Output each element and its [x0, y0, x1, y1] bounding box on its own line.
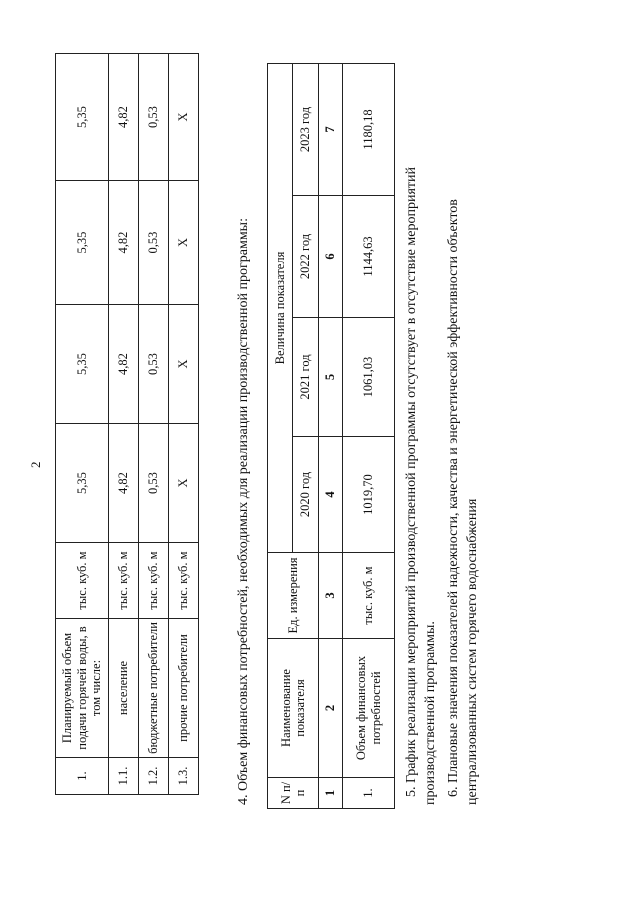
header-year: 2023 год: [293, 64, 319, 196]
row-name: Планируемый объем подачи горячей воды, в том числе:: [56, 619, 109, 758]
row-number: 1.3.: [169, 758, 199, 795]
financial-needs-table: [267, 63, 395, 809]
value-2020: 0,53: [139, 424, 169, 543]
section-5-line-2: производственной программы.: [423, 621, 438, 805]
table-row: [56, 54, 109, 795]
value-2020: 1019,70: [343, 437, 395, 553]
row-name: население: [109, 619, 139, 758]
value-2021: 1061,03: [343, 318, 395, 437]
row-unit: тыс. куб. м: [109, 543, 139, 619]
header-indicator-value: Величина показателя: [268, 64, 293, 553]
column-number: 3: [319, 553, 343, 639]
value-2023: 0,53: [139, 54, 169, 181]
value-2021: 4,82: [109, 305, 139, 424]
header-indicator-name: Наименование показателя: [268, 639, 319, 778]
row-number: 1.: [343, 778, 395, 809]
row-number: 1.: [56, 758, 109, 795]
section-4-title: 4. Объем финансовых потребностей, необходимых для реализации производственной программы:: [236, 218, 251, 805]
header-row-number: N п/п: [268, 778, 319, 809]
section-6-line-1: 6. Плановые значения показателей надежности, качества и энергетической эффективности объектов: [446, 199, 461, 797]
value-2023: 1180,18: [343, 64, 395, 196]
value-2020: 5,35: [56, 424, 109, 543]
header-row: [268, 64, 293, 809]
row-unit: тыс. куб. м: [343, 553, 395, 639]
column-numbers-row: [319, 64, 343, 809]
column-number: 7: [319, 64, 343, 196]
column-number: 2: [319, 639, 343, 778]
table-row: [139, 54, 169, 795]
section-6-line-2: централизованных систем горячего водоснабжения: [465, 498, 480, 805]
header-year: 2020 год: [293, 437, 319, 553]
section-5-line-1: 5. График реализации мероприятий производственной программы отсутствует в отсутствие мероприятий: [404, 167, 419, 797]
row-name: Объем финансовых потребностей: [343, 639, 395, 778]
table-row: [169, 54, 199, 795]
value-2022: 0,53: [139, 181, 169, 305]
value-2022: Х: [169, 181, 199, 305]
financial-needs-table-body: [268, 64, 395, 809]
row-name: бюджетные потребители: [139, 619, 169, 758]
column-number: 6: [319, 196, 343, 318]
column-number: 4: [319, 437, 343, 553]
row-unit: тыс. куб. м: [169, 543, 199, 619]
page-number: 2: [28, 461, 43, 468]
value-2023: 4,82: [109, 54, 139, 181]
row-number: 1.2.: [139, 758, 169, 795]
column-number: 5: [319, 318, 343, 437]
value-2021: 0,53: [139, 305, 169, 424]
column-number: 1: [319, 778, 343, 809]
water-supply-table: [55, 53, 199, 795]
header-year: 2021 год: [293, 318, 319, 437]
header-year: 2022 год: [293, 196, 319, 318]
value-2020: Х: [169, 424, 199, 543]
value-2022: 5,35: [56, 181, 109, 305]
value-2020: 4,82: [109, 424, 139, 543]
row-unit: тыс. куб. м: [139, 543, 169, 619]
value-2021: 5,35: [56, 305, 109, 424]
water-supply-table-body: [56, 54, 199, 795]
row-unit: тыс. куб. м: [56, 543, 109, 619]
value-2021: Х: [169, 305, 199, 424]
value-2022: 1144,63: [343, 196, 395, 318]
value-2023: Х: [169, 54, 199, 181]
table-row: [109, 54, 139, 795]
row-number: 1.1.: [109, 758, 139, 795]
table-row: [343, 64, 395, 809]
header-unit: Ед. измерения: [268, 553, 319, 639]
value-2022: 4,82: [109, 181, 139, 305]
value-2023: 5,35: [56, 54, 109, 181]
row-name: прочие потребители: [169, 619, 199, 758]
